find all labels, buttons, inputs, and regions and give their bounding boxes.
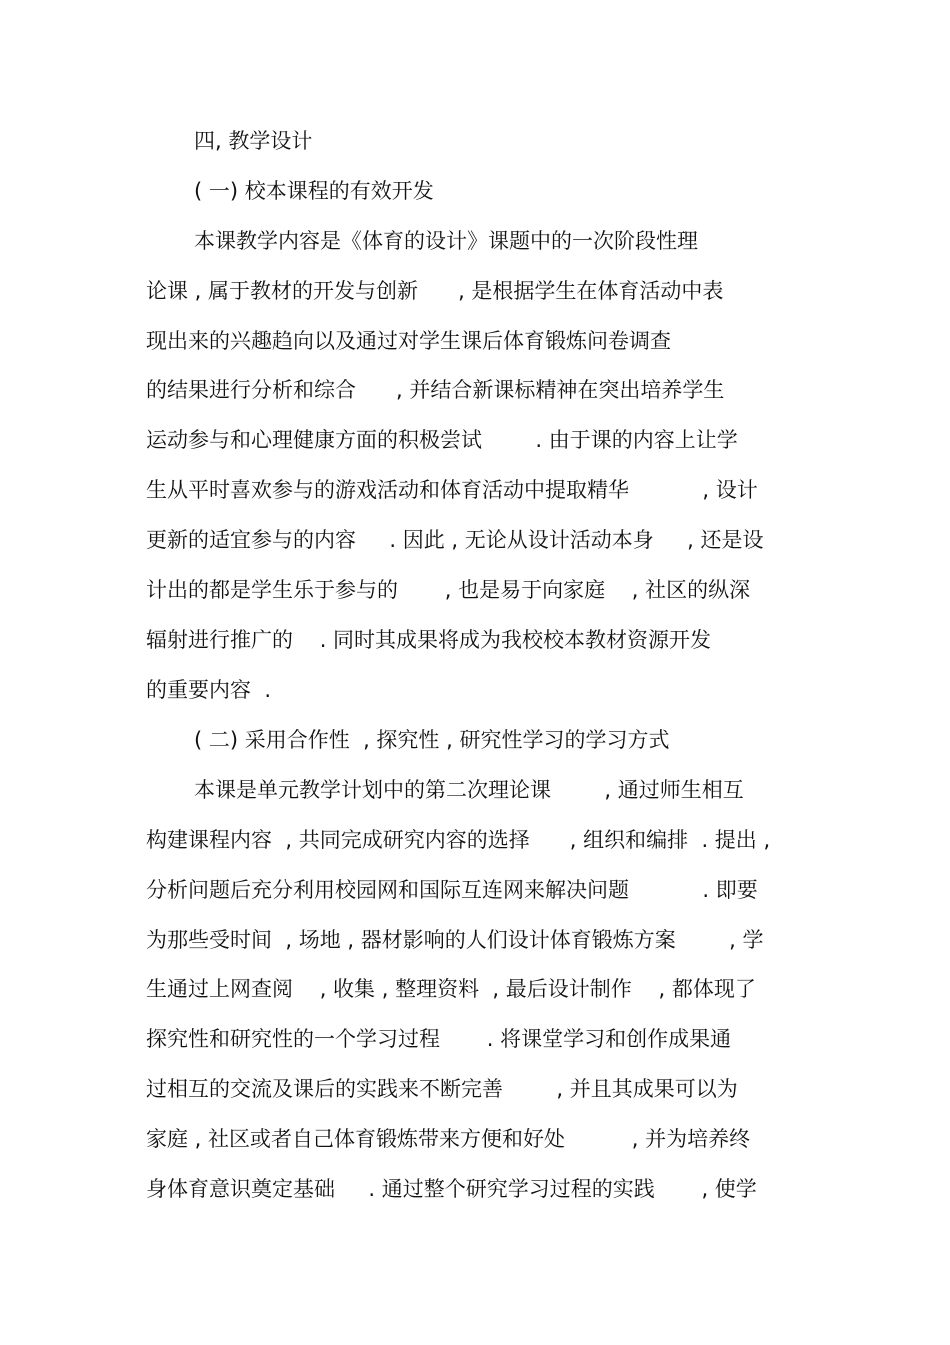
paragraph-line: 分析问题后充分利用校园网和国际互连网来解决问题 . 即要 [146, 878, 758, 902]
paragraph-line: 计出的都是学生乐于参与的 , 也是易于向家庭 , 社区的纵深 [146, 578, 751, 602]
paragraph-line: 本课是单元教学计划中的第二次理论课 , 通过师生相互 [194, 778, 744, 802]
paragraph-line: 本课教学内容是《体育的设计》课题中的一次阶段性理 [194, 229, 698, 253]
paragraph-line: 生从平时喜欢参与的游戏活动和体育活动中提取精华 , 设计 [146, 478, 758, 502]
paragraph-line: 运动参与和心理健康方面的积极尝试 . 由于课的内容上让学 [146, 428, 738, 452]
paragraph-line: 生通过上网查阅 , 收集 , 整理资料 , 最后设计制作 , 都体现了 [146, 977, 756, 1001]
subsection-heading: ( 二) 采用合作性 , 探究性 , 研究性学习的学习方式 [194, 728, 670, 752]
paragraph-line: 身体育意识奠定基础 . 通过整个研究学习过程的实践 , 使学 [146, 1177, 757, 1201]
paragraph-line: 的重要内容 . [146, 678, 272, 702]
paragraph-line: 现出来的兴趣趋向以及通过对学生课后体育锻炼问卷调查 [146, 329, 671, 353]
paragraph-line: 更新的适宜参与的内容 . 因此 , 无论从设计活动本身 , 还是设 [146, 528, 764, 552]
paragraph-line: 探究性和研究性的一个学习过程 . 将课堂学习和创作成果通 [146, 1027, 732, 1051]
paragraph-line: 家庭 , 社区或者自己体育锻炼带来方便和好处 , 并为培养终 [146, 1127, 751, 1151]
paragraph-line: 为那些受时间 , 场地 , 器材影响的人们设计体育锻炼方案 , 学 [146, 928, 764, 952]
subsection-heading: ( 一) 校本课程的有效开发 [194, 179, 434, 203]
paragraph-line: 的结果进行分析和综合 , 并结合新课标精神在突出培养学生 [146, 378, 725, 402]
section-heading: 四, 教学设计 [194, 129, 313, 153]
paragraph-line: 过相互的交流及课后的实践来不断完善 , 并且其成果可以为 [146, 1077, 738, 1101]
paragraph-line: 辐射进行推广的 . 同时其成果将成为我校校本教材资源开发 [146, 628, 712, 652]
paragraph-line: 构建课程内容 , 共同完成研究内容的选择 , 组织和编排 . 提出 , [146, 828, 771, 852]
paragraph-line: 论课 , 属于教材的开发与创新 , 是根据学生在体育活动中表 [146, 279, 724, 303]
